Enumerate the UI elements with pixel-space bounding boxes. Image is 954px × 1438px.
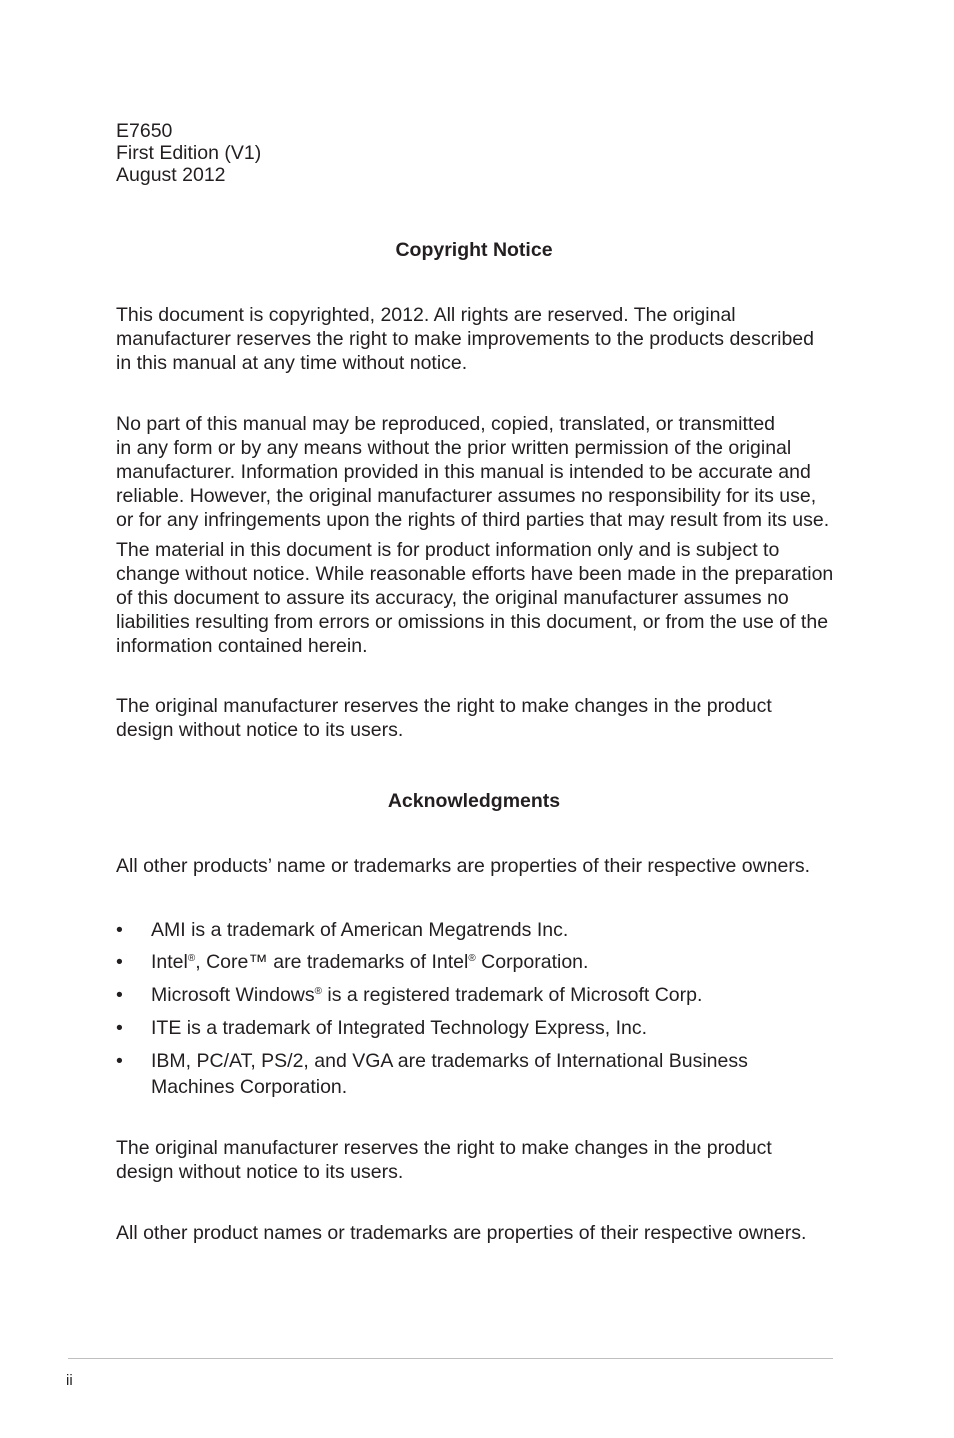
registered-mark: ® [468, 953, 476, 964]
text-line: The original manufacturer reserves the right to make changes in the product [116, 1137, 772, 1159]
text-line: or for any infringements upon the rights of third parties that may result from its use. [116, 509, 830, 531]
copyright-paragraph-1 [116, 303, 846, 375]
text-line: No part of this manual may be reproduced, copied, translated, or transmitted [116, 413, 776, 435]
copyright-paragraph-4 [116, 694, 846, 742]
list-item-text: AMI is a trademark of American Megatrends Inc. [151, 919, 569, 941]
text-line: The material in this document is for product information only and is subject to [116, 539, 780, 561]
bullet: • [116, 919, 123, 941]
registered-mark: ® [187, 953, 196, 964]
acknowledgments-changes [116, 1136, 846, 1184]
text-line: in any form or by any means without the prior written permission of the original [116, 437, 792, 459]
text-line: in this manual at any time without notice. [116, 352, 468, 374]
acknowledgments-intro [116, 854, 846, 878]
text-line: All other product names or trademarks are properties of their respective owners. [116, 1222, 807, 1244]
text-line: IBM, PC/AT, PS/2, and VGA are trademarks of International Business [151, 1050, 748, 1072]
text-line: design without notice to its users. [116, 1161, 404, 1183]
text-line: change without notice. While reasonable efforts have been made in the preparation [116, 563, 834, 585]
text-line: information contained herein. [116, 635, 368, 657]
footer-divider [68, 1358, 833, 1359]
text-run: Intel [151, 951, 188, 973]
text-run: , Core™ are trademarks of Intel [195, 951, 469, 973]
edition-label: First Edition (V1) [116, 142, 262, 164]
text-line: reliable. However, the original manufacturer assumes no responsibility for its use, [116, 485, 817, 507]
list-item-text [151, 950, 588, 974]
bullet: • [116, 1050, 123, 1072]
text-line: The original manufacturer reserves the right to make changes in the product [116, 695, 772, 717]
copyright-paragraph-2 [116, 412, 846, 532]
text-run: is a registered trademark of Microsoft Corp. [322, 984, 703, 1006]
copyright-heading: Copyright Notice [395, 239, 553, 261]
edition-date: August 2012 [116, 164, 226, 186]
text-line: design without notice to its users. [116, 719, 404, 741]
acknowledgments-final [116, 1221, 846, 1245]
text-line: of this document to assure its accuracy, the original manufacturer assumes no [116, 587, 789, 609]
list-item-text: ITE is a trademark of Integrated Technology Express, Inc. [151, 1017, 648, 1039]
list-item-text [151, 983, 702, 1007]
page-number: ii [66, 1372, 73, 1389]
text-run: Microsoft Windows [151, 984, 315, 1006]
text-line: This document is copyrighted, 2012. All rights are reserved. The original [116, 304, 736, 326]
text-line: manufacturer reserves the right to make improvements to the products described [116, 328, 814, 350]
bullet: • [116, 1017, 123, 1039]
edition-info [116, 120, 261, 186]
text-run: Corporation. [475, 951, 589, 973]
text-line: liabilities resulting from errors or omissions in this document, or from the use of the [116, 611, 829, 633]
text-line: Machines Corporation. [151, 1076, 348, 1098]
bullet: • [116, 951, 123, 973]
registered-mark: ® [314, 986, 322, 997]
bullet: • [116, 984, 123, 1006]
acknowledgments-heading: Acknowledgments [387, 790, 561, 812]
text-line: All other products’ name or trademarks are properties of their respective owners. [116, 855, 811, 877]
copyright-paragraph-3 [116, 538, 846, 658]
text-line: manufacturer. Information provided in this manual is intended to be accurate and [116, 461, 811, 483]
list-item-text [151, 1048, 748, 1100]
model-number: E7650 [116, 120, 173, 142]
